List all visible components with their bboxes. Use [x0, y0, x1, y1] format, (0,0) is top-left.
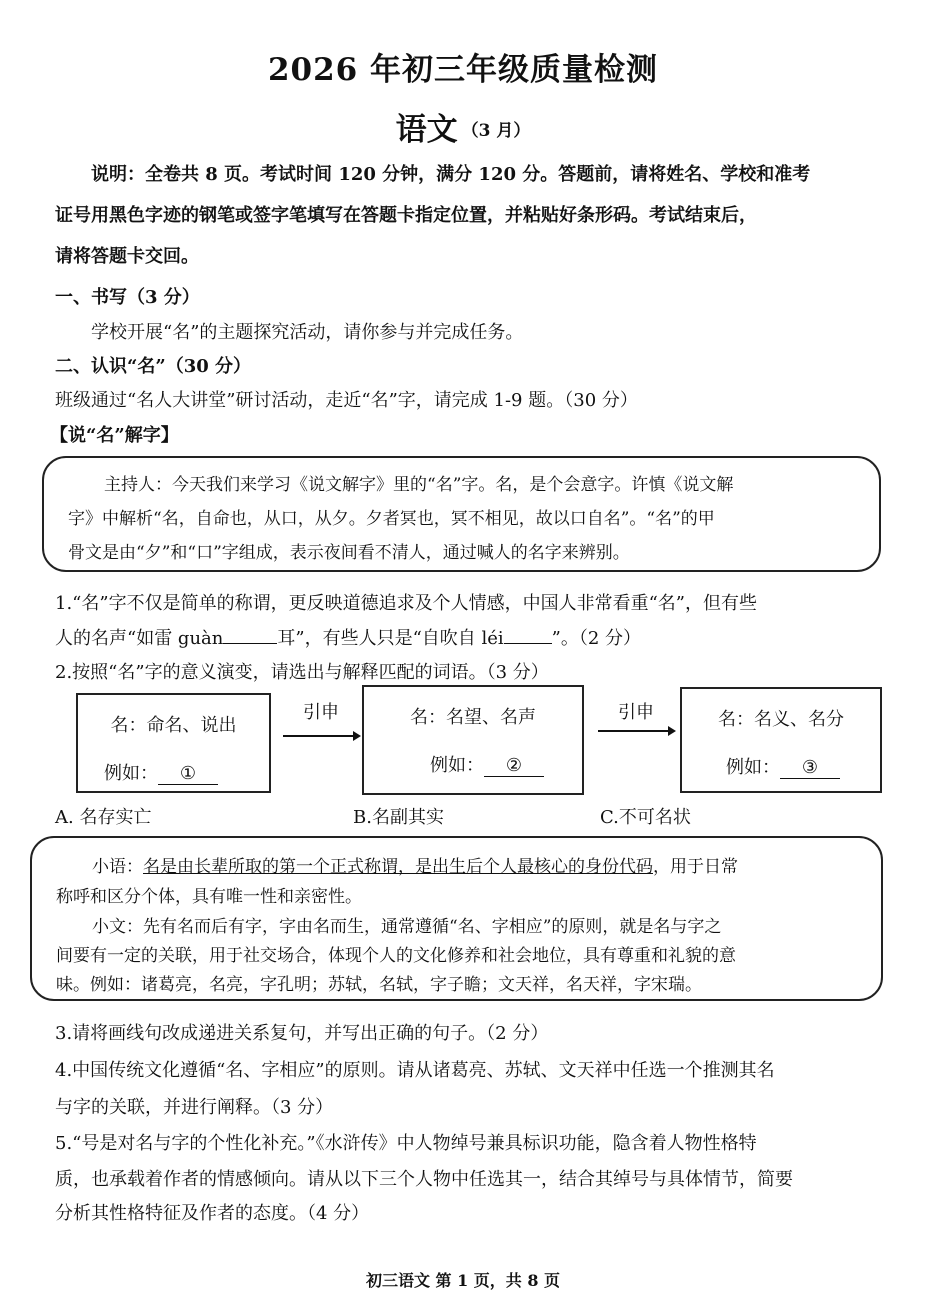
host-line-1: 主持人：今天我们来学习《说文解字》里的“名”字。名，是个会意字。许慎《说文解 [104, 475, 734, 495]
extend-arrow-2 [596, 700, 676, 750]
dialog-box [30, 836, 883, 1001]
question-1-line-1: 1.“名”字不仅是简单的称谓，更反映道德追求及个人情感，中国人非常看重“名”，但有些 [55, 593, 757, 614]
option-b: B.名副其实 [353, 807, 444, 828]
meaning-box-2 [362, 685, 584, 795]
page-footer: 初三语文 第 1 页，共 8 页 [365, 1271, 561, 1290]
xiaowen-line-2: 间要有一定的关联，用于社交场合，体现个人的文化修养和社会地位，具有尊重和礼貌的意 [56, 946, 736, 966]
example-3 [726, 753, 840, 779]
meaning-2: 名：名望、名声 [410, 707, 536, 728]
option-a: A. 名存实亡 [55, 807, 152, 828]
question-3-text: 3.请将画线句改成递进关系复句，并写出正确的句子。（2 分） [55, 1023, 549, 1044]
example-1-label: 例如： [104, 763, 158, 784]
q1-blank-guan[interactable] [223, 643, 277, 644]
host-quote-box [42, 456, 881, 572]
section-2-subheading: 【说“名”解字】 [50, 425, 179, 446]
question-4-line-1: 4.中国传统文化遵循“名、字相应”的原则。请从诸葛亮、苏轼、文天祥中任选一个推测其名 [55, 1060, 775, 1081]
instructions-line-3: 请将答题卡交回。 [55, 246, 199, 267]
question-1-line-2 [55, 624, 641, 650]
instructions-line-1: 说明：全卷共 8 页。考试时间 120 分钟，满分 120 分。答题前，请将姓名、学校和准考 [91, 164, 811, 185]
meaning-box-3 [680, 687, 882, 793]
q1-part-b: 耳”，有些人只是“自吹自 léi [277, 628, 504, 649]
section-1-text: 学校开展“名”的主题探究活动，请你参与并完成任务。 [91, 322, 524, 343]
question-5-line-1: 5.“号是对名与字的个性化补充。”《水浒传》中人物绰号兼具标识功能，隐含着人物性格特 [55, 1133, 757, 1154]
instructions-line-2: 证号用黑色字迹的钢笔或签字笔填写在答题卡指定位置，并粘贴好条形码。考试结束后， [55, 205, 757, 226]
xiaowen-line-1: 小文：先有名而后有字，字由名而生，通常遵循“名、字相应”的原则，就是名与字之 [92, 917, 722, 937]
example-1 [104, 759, 218, 785]
blank-3-mark[interactable]: ③ [780, 757, 840, 779]
question-5-line-3: 分析其性格特征及作者的态度。（4 分） [55, 1203, 370, 1224]
question-5-line-2: 质，也承载着作者的情感倾向。请从以下三个人物中任选其一，结合其绰号与具体情节，简要 [55, 1169, 793, 1190]
option-c: C.不可名状 [600, 807, 691, 828]
exam-title: 2026 年初三年级质量检测 [267, 52, 659, 88]
arrow-2-label: 引申 [618, 702, 654, 723]
xiaoyu-rest: ，用于日常 [653, 857, 738, 877]
q1-part-c: ”。（2 分） [551, 628, 642, 649]
host-line-2: 字》中解析“名，自命也，从口，从夕。夕者冥也，冥不相见，故以口自名”。“名”的甲 [68, 509, 715, 529]
meaning-3: 名：名义、名分 [718, 709, 844, 730]
blank-1-mark[interactable]: ① [158, 763, 218, 785]
arrow-1-icon [281, 700, 361, 750]
host-line-3: 骨文是由“夕”和“口”字组成，表示夜间看不清人，通过喊人的名字来辨别。 [68, 543, 630, 563]
extend-arrow-1 [281, 700, 361, 750]
exam-month: （3 月） [461, 121, 531, 141]
example-3-label: 例如： [726, 757, 780, 778]
q1-part-a: 人的名声“如雷 guàn [55, 628, 224, 649]
subject-name: 语文 [395, 112, 458, 148]
meaning-1: 名：命名、说出 [110, 715, 237, 736]
arrow-1-label: 引申 [303, 702, 339, 723]
question-2-text: 2.按照“名”字的意义演变，请选出与解释匹配的词语。（3 分） [55, 662, 549, 683]
arrow-2-icon [596, 700, 676, 750]
xiaowen-line-3: 味。例如：诸葛亮，名亮，字孔明；苏轼，名轼，字子瞻；文天祥，名天祥，字宋瑞。 [56, 975, 702, 995]
section-2-heading: 二、认识“名”（30 分） [55, 356, 252, 377]
blank-2-mark[interactable]: ② [484, 755, 544, 777]
xiaoyu-line-2: 称呼和区分个体，具有唯一性和亲密性。 [56, 887, 362, 907]
example-2-label: 例如： [430, 755, 484, 776]
section-1-heading: 一、书写（3 分） [55, 287, 200, 308]
xiaoyu-prefix: 小语： [92, 857, 143, 877]
meaning-box-1 [76, 693, 271, 793]
xiaoyu-line-1 [92, 852, 738, 877]
section-2-text: 班级通过“名人大讲堂”研讨活动，走近“名”字，请完成 1-9 题。（30 分） [55, 390, 638, 411]
exam-subject [0, 104, 926, 149]
underlined-sentence: 名是由长辈所取的第一个正式称谓，是出生后个人最核心的身份代码 [143, 857, 653, 877]
q1-blank-lei[interactable] [504, 643, 552, 644]
example-2 [430, 751, 544, 777]
question-4-line-2: 与字的关联，并进行阐释。（3 分） [55, 1097, 334, 1118]
